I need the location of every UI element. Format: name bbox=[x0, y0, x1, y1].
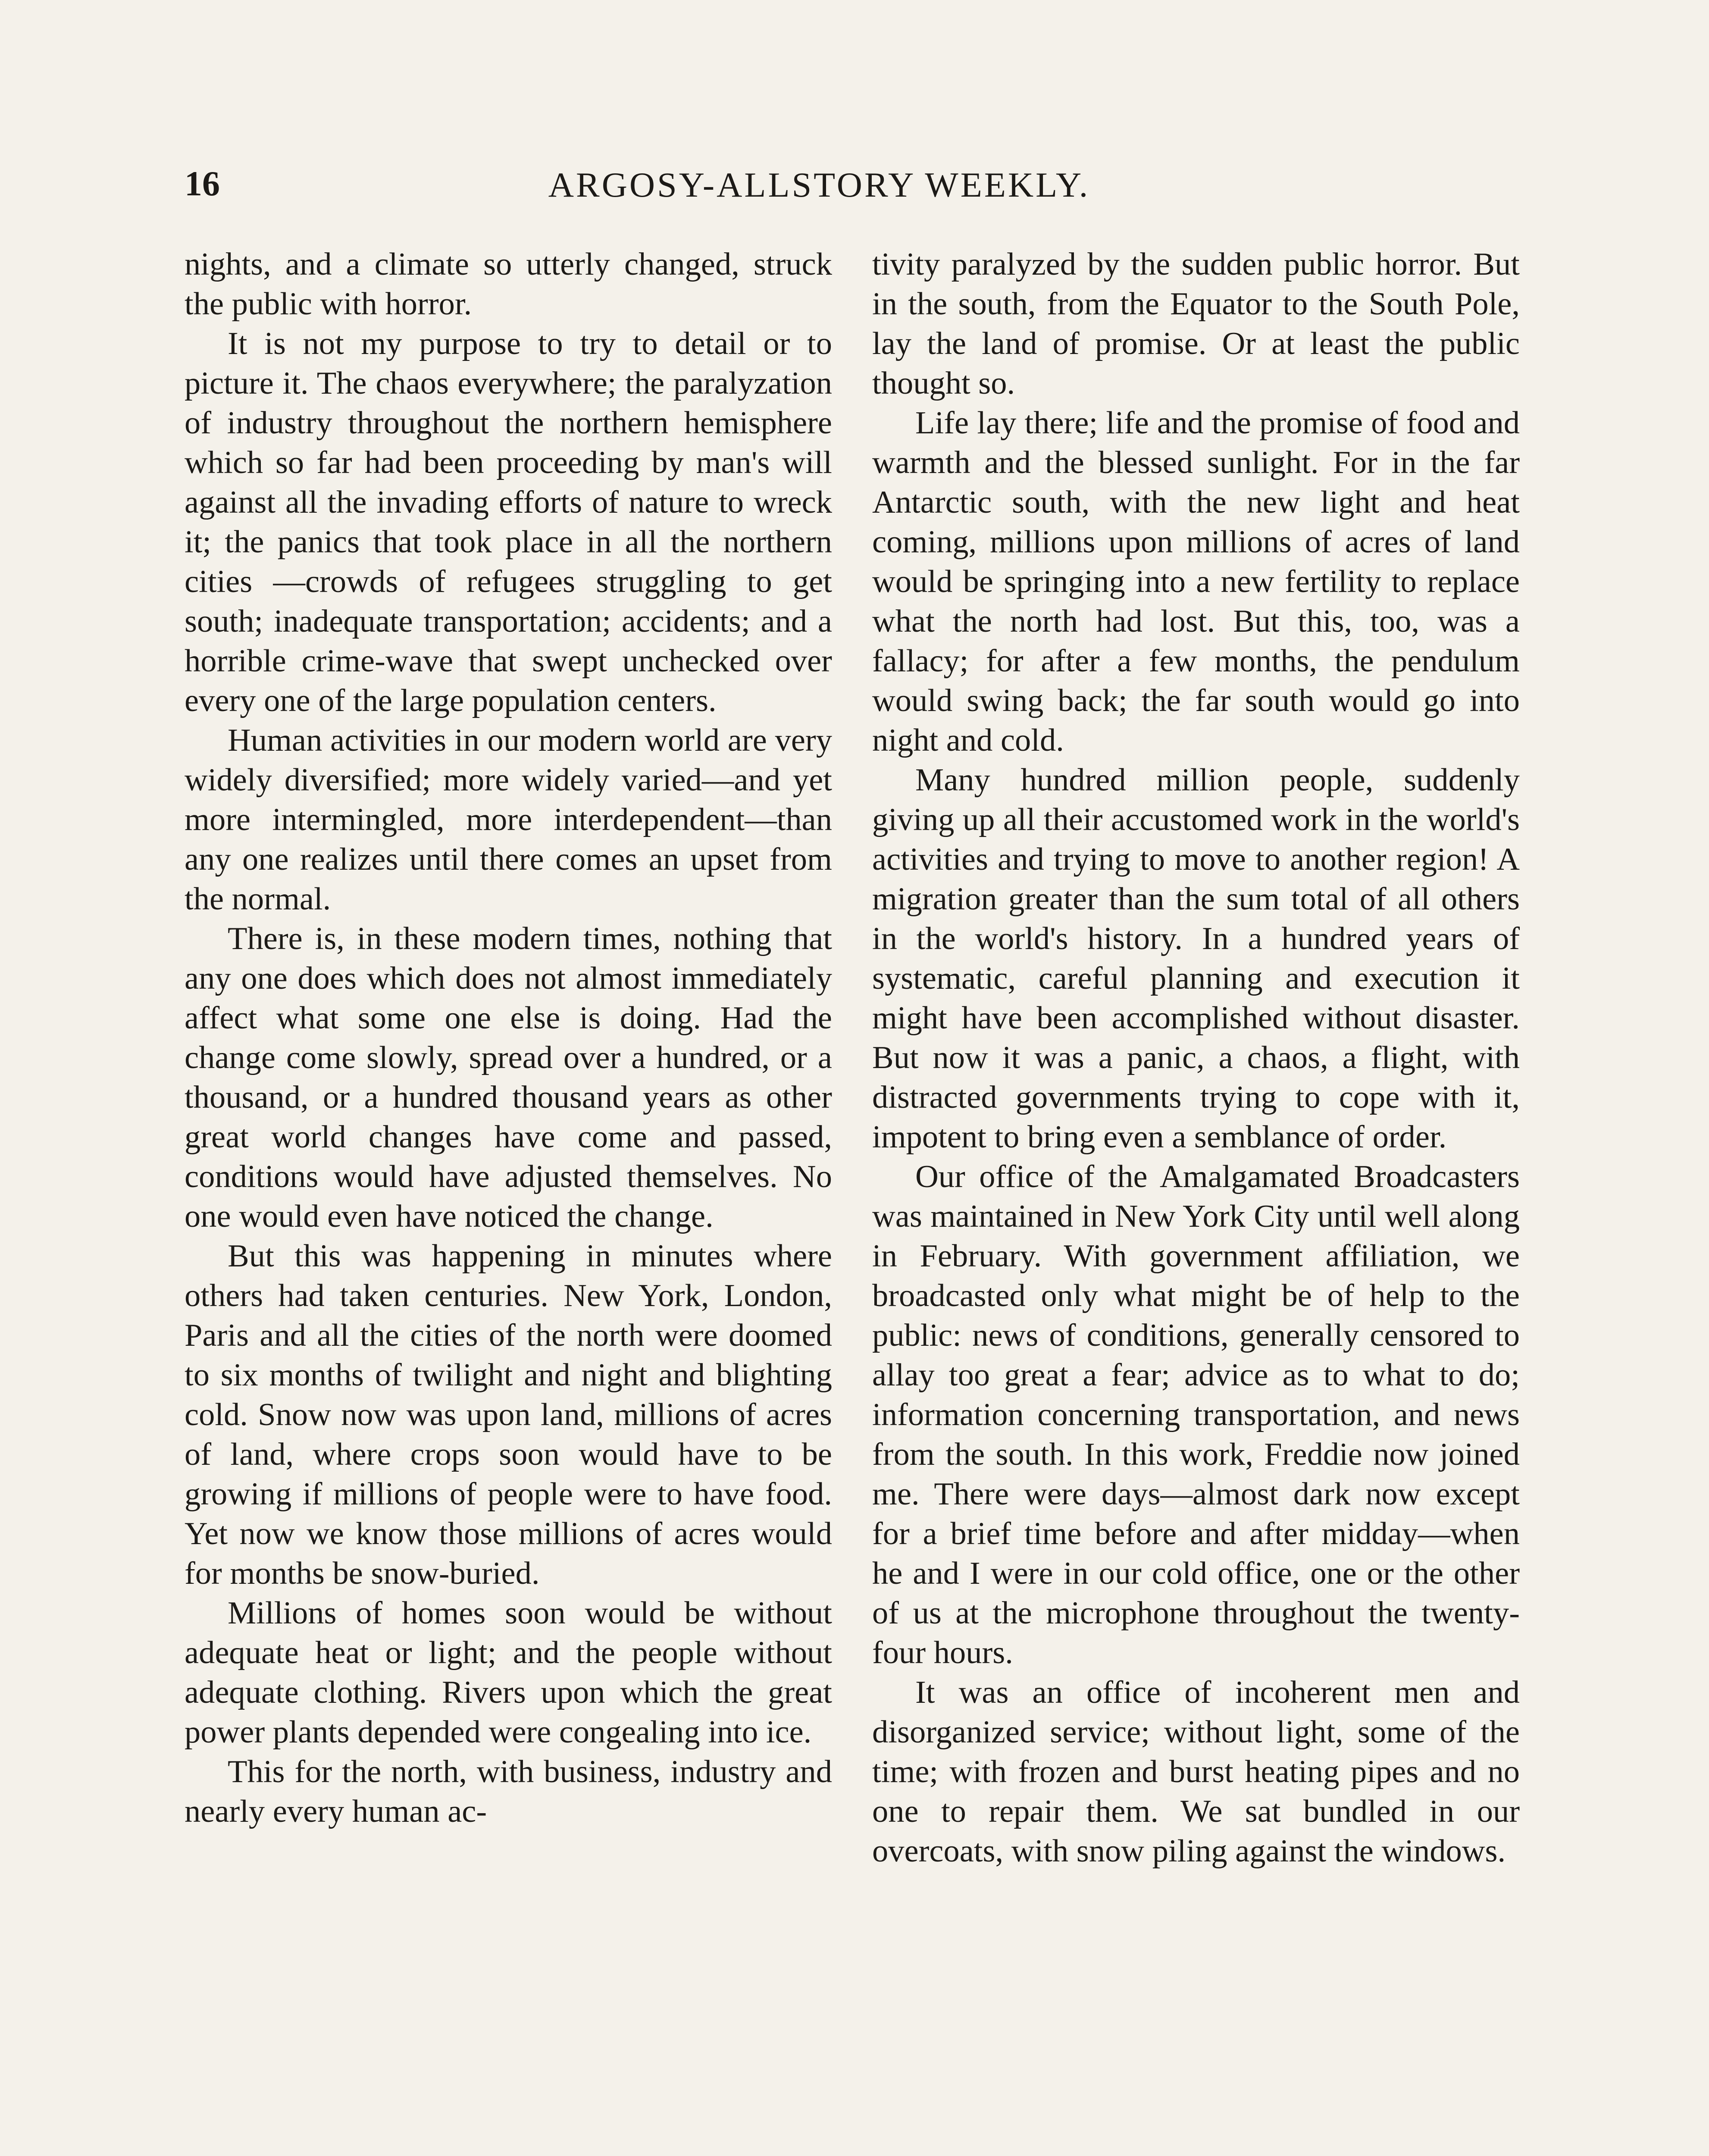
paragraph: There is, in these modern times, nothing that any one does which does not almost immediately affect what some one else is doing. Had the change come slowly, spread over a hundred, or a thousand, or a hundred thousand years as other great world changes have come and passed, conditions would have adjusted themselves. No one would even have noticed the change. bbox=[185, 921, 832, 1234]
left-column bbox=[185, 244, 832, 1831]
paragraph: It was an office of incoherent men and disorganized service; without light, some of the time; with frozen and burst heating pipes and no one to repair them. We sat bundled in our overcoats, with snow piling against the windows. bbox=[872, 1675, 1520, 1869]
page-number: 16 bbox=[185, 164, 220, 203]
paragraph: Our office of the Amalgamated Broadcasters was maintained in New York City until well along in February. With government affiliation, we broadcasted only what might be of help to the public: news of conditions, generally censored to allay too great a fear; advice as to what to do; information concerning transportation, and news from the south. In this work, Freddie now joined me. There were days—almost dark now except for a brief time before and after midday—when he and I were in our cold office, one or the other of us at the microphone throughout the twenty-four hours. bbox=[872, 1159, 1520, 1670]
paragraph: It is not my purpose to try to detail or to picture it. The chaos everywhere; the paralyzation of industry throughout the northern hemisphere which so far had been proceeding by man's will against all the invading efforts of nature to wreck it; the panics that took place in all the northern cities —crowds of refugees struggling to get south; inadequate transportation; accidents; and a horrible crime-wave that swept unchecked over every one of the large population centers. bbox=[185, 326, 832, 718]
paragraph: tivity paralyzed by the sudden public horror. But in the south, from the Equator to the South Pole, lay the land of promise. Or at least the public thought so. bbox=[872, 247, 1520, 401]
paragraph: But this was happening in minutes where others had taken centuries. New York, London, Paris and all the cities of the north were doomed to six months of twilight and night and blighting cold. Snow now was upon land, millions of acres of land, where crops soon would have to be growing if millions of people were to have food. Yet now we know those millions of acres would for months be snow-buried. bbox=[185, 1238, 832, 1591]
paragraph: nights, and a climate so utterly changed, struck the public with horror. bbox=[185, 247, 832, 322]
paragraph: Human activities in our modern world are very widely diversified; more widely varied—and yet more intermingled, more interdependent—than any one realizes until there comes an upset from the normal. bbox=[185, 723, 832, 917]
paragraph: Millions of homes soon would be without adequate heat or light; and the people without adequate clothing. Rivers upon which the great power plants depended were congealing into ice. bbox=[185, 1595, 832, 1750]
right-column bbox=[872, 244, 1520, 1871]
running-head: ARGOSY-ALLSTORY WEEKLY. bbox=[548, 165, 1090, 204]
paragraph: Many hundred million people, suddenly giving up all their accustomed work in the world's activities and trying to move to another region! A migration greater than the sum total of all others in the world's history. In a hundred years of systematic, careful planning and execution it might have been accomplished without disaster. But now it was a panic, a chaos, a flight, with distracted governments trying to cope with it, impotent to bring even a semblance of order. bbox=[872, 762, 1520, 1155]
paragraph: This for the north, with business, industry and nearly every human ac- bbox=[185, 1754, 832, 1829]
paragraph: Life lay there; life and the promise of food and warmth and the blessed sunlight. For in the far Antarctic south, with the new light and heat coming, millions upon millions of acres of land would be springing into a new fertility to replace what the north had lost. But this, too, was a fallacy; for after a few months, the pendulum would swing back; the far south would go into night and cold. bbox=[872, 405, 1520, 758]
